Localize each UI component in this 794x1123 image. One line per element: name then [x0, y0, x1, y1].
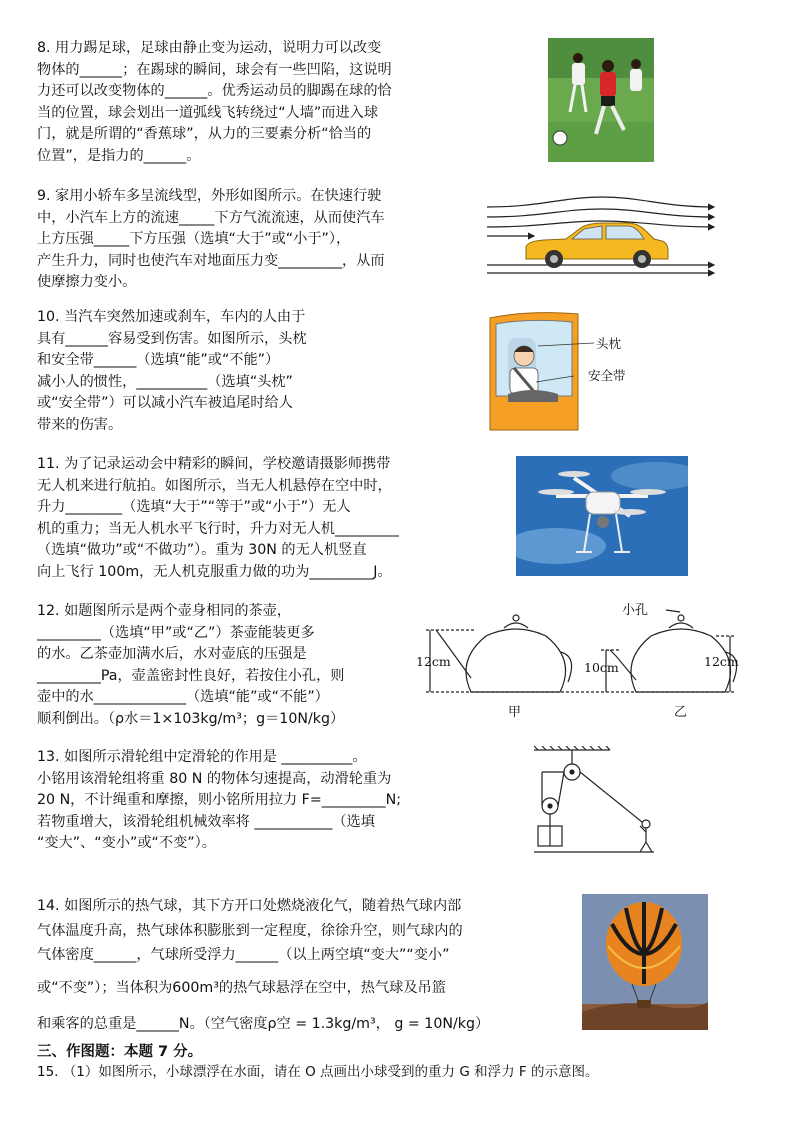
question-15: 15. （1）如图所示，小球漂浮在水面，请在 O 点画出小球受到的重力 G 和浮力 F 的示意图。	[37, 1064, 599, 1080]
q11-line-1: 11. 为了记录运动会中精彩的瞬间，学校邀请摄影师携带	[37, 456, 391, 472]
q8-line-3: 力还可以改变物体的______。优秀运动员的脚踢在球的恰	[37, 83, 392, 100]
q11-line-4: 机的重力；当无人机水平飞行时，升力对无人机_________	[37, 520, 399, 537]
q14-line-4: 或“不变”）；当体积为600m³的热气球悬浮在空中，热气球及吊篮	[37, 979, 446, 996]
question-12	[37, 601, 344, 731]
q13-line-1: 13. 如图所示滑轮组中定滑轮的作用是 __________。	[37, 749, 367, 765]
question-11	[37, 454, 399, 584]
headrest-label: 头枕	[596, 336, 622, 351]
question-14	[37, 894, 489, 1037]
car-airflow-diagram	[482, 195, 722, 281]
seatbelt-label: 安全带	[588, 368, 626, 383]
jia-height-label: 12cm	[416, 654, 451, 669]
q13-line-2: 小铭用该滑轮组将重 80 N 的物体匀速提高，动滑轮重为	[37, 770, 392, 787]
q11-line-2: 无人机来进行航拍。如图所示，当无人机悬停在空中时，	[37, 477, 392, 494]
hot-air-balloon-photo	[582, 894, 708, 1030]
q9-line-4: 产生升力，同时也使汽车对地面压力变_________，从而	[37, 252, 385, 269]
section-3-heading: 三、作图题：本题 7 分。	[37, 1044, 203, 1060]
q9-line-3: 上方压强_____下方压强（选填“大于”或“小于”），	[37, 231, 351, 248]
q10-line-6: 带来的伤害。	[37, 416, 123, 433]
hole-label: 小孔	[622, 603, 649, 618]
drone-photo	[516, 456, 688, 576]
q14-line-3: 气体密度______，气球所受浮力______（以上两空填“变大”“变小”	[37, 947, 450, 964]
q10-line-4: 减小人的惯性，__________（选填“头枕”	[37, 373, 293, 390]
q12-line-3: 的水。乙茶壶加满水后，水对壶底的压强是	[37, 646, 307, 663]
q8-line-4: 当的位置，球会划出一道弧线飞转绕过“人墙”而进入球	[37, 104, 379, 121]
teapots-diagram	[416, 600, 746, 722]
q9-line-2: 中，小汽车上方的流速_____下方气流流速，从而使汽车	[37, 209, 385, 226]
q14-line-2: 气体温度升高，热气球体积膨胀到一定程度，徐徐升空，则气球内的	[37, 922, 463, 939]
q12-line-5: 壶中的水_____________（选填“能”或“不能”）	[37, 689, 329, 706]
q12-line-1: 12. 如题图所示是两个壶身相同的茶壶，	[37, 603, 292, 619]
q11-line-5: （选填“做功”或“不做功”）。重为 30N 的无人机竖直	[37, 542, 367, 559]
yi-spout-height-label: 10cm	[584, 660, 619, 675]
q14-line-1: 14. 如图所示的热气球，其下方开口处燃烧液化气，随着热气球内部	[37, 898, 462, 914]
q13-line-5: “变大”、“变小”或“不变”）。	[37, 835, 216, 852]
q11-line-3: 升力________（选填“大于”“等于”或“小于”）无人	[37, 499, 351, 516]
q14-line-5: 和乘客的总重是______N。（空气密度ρ空 = 1.3kg/m³， g = 10N/kg）	[37, 1016, 490, 1033]
question-9	[37, 186, 385, 294]
pulley-diagram	[530, 746, 660, 866]
q13-line-3: 20 N，不计绳重和摩擦，则小铭所用拉力 F=_________N;	[37, 792, 401, 809]
q9-line-5: 使摩擦力变小。	[37, 274, 137, 291]
q8-line-2: 物体的______；在踢球的瞬间，球会有一些凹陷，这说明	[37, 61, 392, 78]
q8-line-1: 8. 用力踢足球，足球由静止变为运动，说明力可以改变	[37, 40, 382, 56]
q12-line-6: 顺利倒出。（ρ水＝1×103kg/m³；g＝10N/kg）	[37, 710, 345, 727]
q10-line-5: 或“安全带”）可以减小汽车被追尾时给人	[37, 395, 293, 412]
q12-line-2: _________（选填“甲”或“乙”）茶壶能装更多	[37, 624, 315, 641]
question-13	[37, 747, 401, 855]
q12-line-4: _________Pa，壶盖密封性良好，若按住小孔，则	[37, 667, 345, 684]
q10-line-2: 具有______容易受到伤害。如图所示，头枕	[37, 330, 307, 347]
q11-line-6: 向上飞行 100m，无人机克服重力做的功为_________J。	[37, 563, 392, 580]
soccer-photo	[548, 38, 654, 162]
yi-height-label: 12cm	[704, 654, 739, 669]
q10-line-3: 和安全带______（选填“能”或“不能”）	[37, 352, 280, 369]
q10-line-1: 10. 当汽车突然加速或刹车，车内的人由于	[37, 309, 306, 325]
jia-label: 甲	[508, 705, 522, 720]
yi-label: 乙	[674, 705, 688, 720]
q13-line-4: 若物重增大，该滑轮组机械效率将 ___________（选填	[37, 813, 375, 830]
question-8	[37, 38, 392, 168]
q8-line-5: 门，就是所谓的“香蕉球”，从力的三要素分析“恰当的	[37, 126, 372, 143]
car-headrest-diagram	[488, 310, 648, 432]
q8-line-6: 位置”，是指力的______。	[37, 147, 201, 164]
q9-line-1: 9. 家用小轿车多呈流线型，外形如图所示。在快速行驶	[37, 188, 382, 204]
question-10	[37, 307, 307, 437]
